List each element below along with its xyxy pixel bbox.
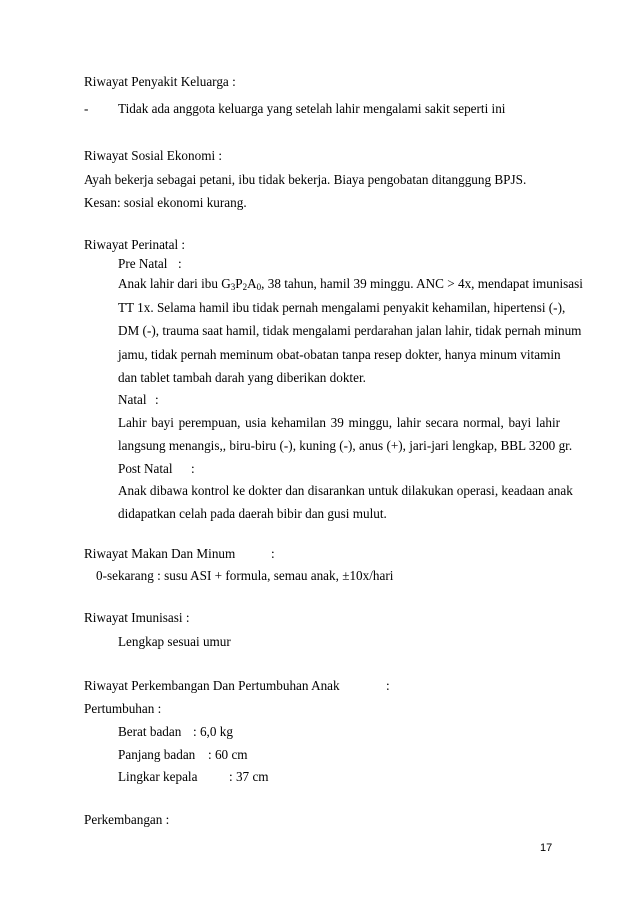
postnatal-label: Post Natal: [118, 461, 173, 476]
immunization-line: Lengkap sesuai umur: [118, 634, 231, 649]
social-history-line-2: Kesan: sosial ekonomi kurang.: [84, 195, 247, 210]
feeding-colon: :: [271, 546, 275, 561]
development-heading: Perkembangan :: [84, 812, 170, 827]
length-value: : 60 cm: [208, 747, 248, 762]
social-history-line-1: Ayah bekerja sebagai petani, ibu tidak bekerja. Biaya pengobatan ditanggung BPJS.: [84, 172, 527, 187]
family-history-bullet: -: [84, 101, 89, 116]
prenatal-label: Pre Natal: [118, 256, 168, 271]
head-circumference-label: Lingkar kepala: [118, 769, 198, 784]
growth-subheading: Pertumbuhan :: [84, 701, 162, 716]
weight-label: Berat badan: [118, 724, 182, 739]
perinatal-heading: Riwayat Perinatal :: [84, 237, 186, 252]
natal-line-1: Lahir bayi perempuan, usia kehamilan 39 minggu, lahir secara normal, bayi lahir: [118, 415, 560, 430]
growth-heading: Riwayat Perkembangan Dan Pertumbuhan Anak: [84, 678, 340, 693]
natal-label: Natal: [118, 392, 147, 407]
family-history-item: Tidak ada anggota keluarga yang setelah lahir mengalami sakit seperti ini: [118, 101, 506, 116]
length-label: Panjang badan: [118, 747, 196, 762]
prenatal-line-2: TT 1x. Selama hamil ibu tidak pernah mengalami penyakit kehamilan, hipertensi (-),: [118, 300, 566, 315]
postnatal-colon: :: [191, 461, 195, 476]
prenatal-line-4: jamu, tidak pernah meminum obat-obatan tanpa resep dokter, hanya minum vitamin: [118, 347, 561, 362]
immunization-heading: Riwayat Imunisasi :: [84, 610, 190, 625]
head-circumference-value: : 37 cm: [229, 769, 269, 784]
growth-colon: :: [386, 678, 390, 693]
prenatal-line-5: dan tablet tambah darah yang diberikan dokter.: [118, 370, 366, 385]
feeding-heading: Riwayat Makan Dan Minum: [84, 546, 236, 561]
feeding-line: 0-sekarang : susu ASI + formula, semau anak, ±10x/hari: [96, 568, 394, 583]
social-history-heading: Riwayat Sosial Ekonomi :: [84, 148, 223, 163]
prenatal-line-1: Anak lahir dari ibu $G_3P_2A_0$, 38 tahun, hamil 39 minggu. ANC > 4x, mendapat imunisasi: [118, 276, 583, 292]
natal-line-2: langsung menangis,, biru-biru (-), kuning (-), anus (+), jari-jari lengkap, BBL 3200 gr.: [118, 438, 573, 453]
postnatal-line-1: Anak dibawa kontrol ke dokter dan disarankan untuk dilakukan operasi, keadaan anak: [118, 483, 573, 498]
prenatal-colon: :: [178, 256, 182, 271]
page-number: 17: [540, 842, 553, 854]
weight-value: : 6,0 kg: [193, 724, 233, 739]
prenatal-line-3: DM (-), trauma saat hamil, tidak mengalami perdarahan jalan lahir, tidak pernah minum: [118, 323, 582, 338]
natal-colon: :: [155, 392, 159, 407]
family-history-heading: Riwayat Penyakit Keluarga :: [84, 74, 236, 89]
postnatal-line-2: didapatkan celah pada daerah bibir dan gusi mulut.: [118, 506, 387, 521]
